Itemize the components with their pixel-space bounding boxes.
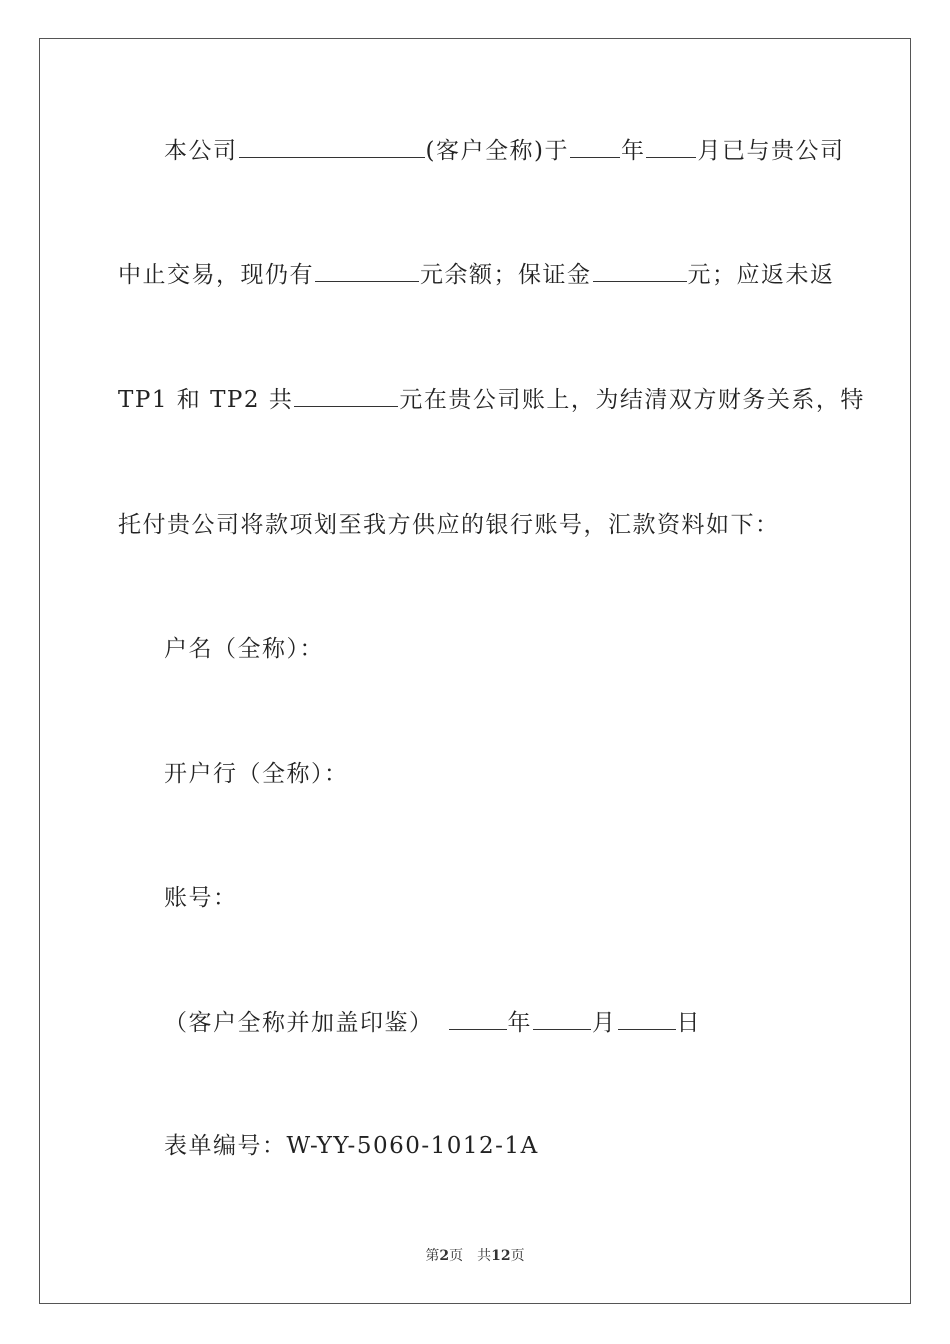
- blank-sign-year[interactable]: [449, 1007, 507, 1030]
- text-tp: TP1 和 TP2 共: [118, 387, 294, 413]
- blank-sign-month[interactable]: [533, 1007, 591, 1030]
- field-bank: [164, 759, 884, 789]
- blank-year[interactable]: [570, 135, 620, 158]
- paragraph-line-3: [118, 384, 865, 415]
- text-customer-label: (客户全称)于: [425, 138, 569, 164]
- blank-sign-day[interactable]: [618, 1007, 676, 1030]
- text-account: 元在贵公司账上，为结清双方财务关系，特: [399, 387, 865, 413]
- paragraph-line-4: [118, 510, 838, 540]
- page-border: [39, 38, 911, 1304]
- form-number: [164, 1131, 884, 1161]
- text-year: 年: [620, 138, 646, 164]
- text-suspend: 中止交易，现仍有: [118, 262, 314, 288]
- signature-label: （客户全称并加盖印鉴）: [164, 1010, 434, 1036]
- footer-total-suffix: 页: [510, 1248, 525, 1264]
- footer-page-number: 2: [439, 1248, 450, 1264]
- blank-balance[interactable]: [315, 259, 419, 282]
- text-deposit: 元余额；保证金: [420, 262, 592, 288]
- text-month-rest: 月已与贵公司: [697, 138, 845, 164]
- footer-page-suffix: 页: [449, 1248, 464, 1264]
- sign-day: 日: [676, 1010, 701, 1036]
- sign-month: 月: [592, 1010, 617, 1036]
- signature-line: [164, 1007, 884, 1038]
- footer-total-prefix: 共: [477, 1248, 492, 1264]
- sign-year: 年: [507, 1010, 532, 1036]
- page-footer: [0, 1247, 950, 1265]
- field-account-no-label: 账号：: [164, 885, 238, 911]
- paragraph-line-2: [118, 259, 838, 290]
- blank-deposit[interactable]: [593, 259, 687, 282]
- text-entrust: 托付贵公司将款项划至我方供应的银行账号，汇款资料如下：: [118, 512, 780, 538]
- form-number-text: 表单编号：W-YY-5060-1012-1A: [164, 1133, 539, 1159]
- field-account-no: [164, 883, 884, 913]
- field-bank-label: 开户行（全称）：: [164, 761, 349, 787]
- blank-customer-name[interactable]: [239, 135, 425, 158]
- field-account-name-label: 户名（全称）：: [164, 636, 324, 662]
- footer-prefix: 第: [425, 1248, 440, 1264]
- blank-month[interactable]: [646, 135, 696, 158]
- blank-tp-amount[interactable]: [294, 384, 398, 407]
- footer-total-pages: 12: [491, 1248, 511, 1264]
- paragraph-line-1: [164, 135, 845, 166]
- text-company: 本公司: [164, 138, 238, 164]
- text-refund: 元；应返未返: [687, 262, 835, 288]
- field-account-name: [164, 634, 884, 664]
